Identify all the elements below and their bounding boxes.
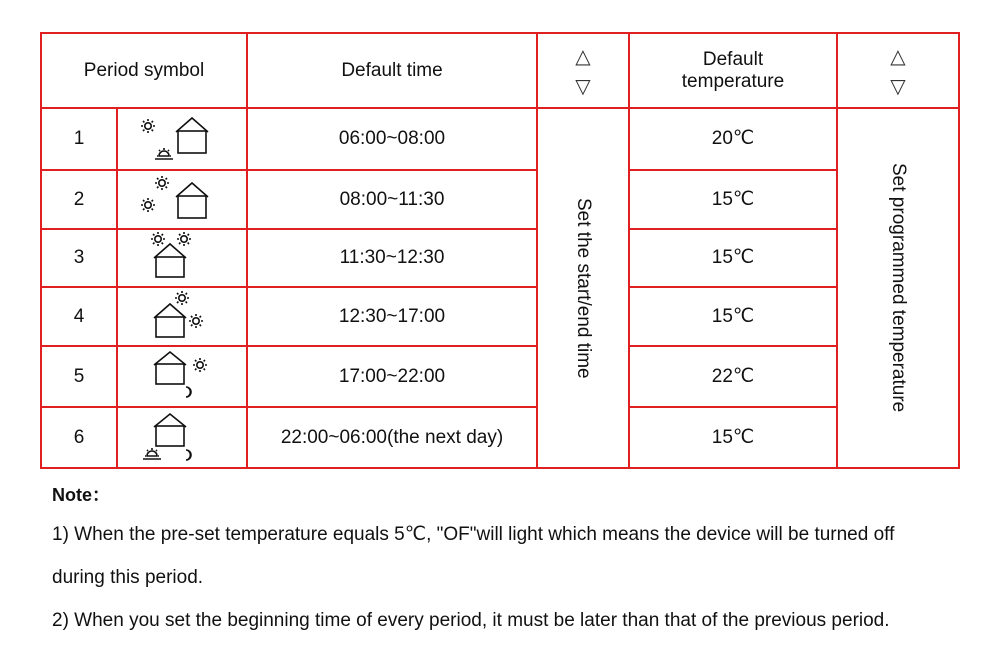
period-number: 3 xyxy=(73,247,85,268)
period-3-symbol-icon xyxy=(136,232,236,284)
period-table xyxy=(40,32,960,469)
period-time: 06:00~08:00 xyxy=(338,128,446,149)
period-time: 11:30~12:30 xyxy=(339,247,445,268)
header-default-temperature-line1: Default xyxy=(702,48,764,70)
table-border-bottom xyxy=(40,467,960,469)
time-instruction-cell xyxy=(538,109,628,467)
period-time: 08:00~11:30 xyxy=(339,188,445,210)
period-number: 1 xyxy=(73,128,85,149)
time-adjust-arrows xyxy=(538,34,628,107)
period-time: 12:30~17:00 xyxy=(338,305,446,327)
temperature-instruction-cell xyxy=(838,109,958,467)
period-temperature: 15℃ xyxy=(711,305,755,327)
up-triangle-icon: △ xyxy=(890,43,906,68)
header-default-temperature xyxy=(630,34,836,107)
period-6-symbol-icon xyxy=(136,410,236,464)
col-divider xyxy=(116,108,118,468)
up-triangle-icon: △ xyxy=(575,43,591,68)
note-2: 2) When you set the beginning time of every period, it must be later than that of the previous period. xyxy=(52,610,890,631)
header-default-time: Default time xyxy=(341,59,443,81)
header-default-temperature-line2: temperature xyxy=(681,70,785,92)
period-number: 6 xyxy=(73,426,85,448)
table-border-right xyxy=(958,32,960,469)
period-temperature: 15℃ xyxy=(711,426,755,448)
down-triangle-icon: ▽ xyxy=(575,73,591,98)
note-1-continued: during this period. xyxy=(52,567,204,588)
temp-adjust-arrows xyxy=(838,34,958,107)
period-time: 22:00~06:00(the next day) xyxy=(280,426,504,448)
period-5-symbol-icon xyxy=(136,349,236,403)
down-triangle-icon: ▽ xyxy=(890,73,906,98)
time-instruction: Set the start/end time xyxy=(573,197,594,379)
note-1: 1) When the pre-set temperature equals 5℃, "OF"will light which means the device will be turned off xyxy=(52,524,895,545)
period-1-symbol-icon xyxy=(136,112,236,164)
period-temperature: 15℃ xyxy=(711,188,755,210)
header-period-symbol: Period symbol xyxy=(83,59,205,81)
period-time: 17:00~22:00 xyxy=(338,365,446,387)
period-temperature: 22℃ xyxy=(711,365,755,387)
period-number: 5 xyxy=(73,365,85,387)
period-number: 4 xyxy=(73,305,85,327)
period-number: 2 xyxy=(73,188,85,210)
temperature-instruction: Set programmed temperature xyxy=(888,163,909,413)
period-temperature: 15℃ xyxy=(711,247,755,268)
period-4-symbol-icon xyxy=(136,290,236,342)
note-title: Note： xyxy=(52,485,110,505)
period-2-symbol-icon xyxy=(136,173,236,225)
period-temperature: 20℃ xyxy=(711,128,755,149)
